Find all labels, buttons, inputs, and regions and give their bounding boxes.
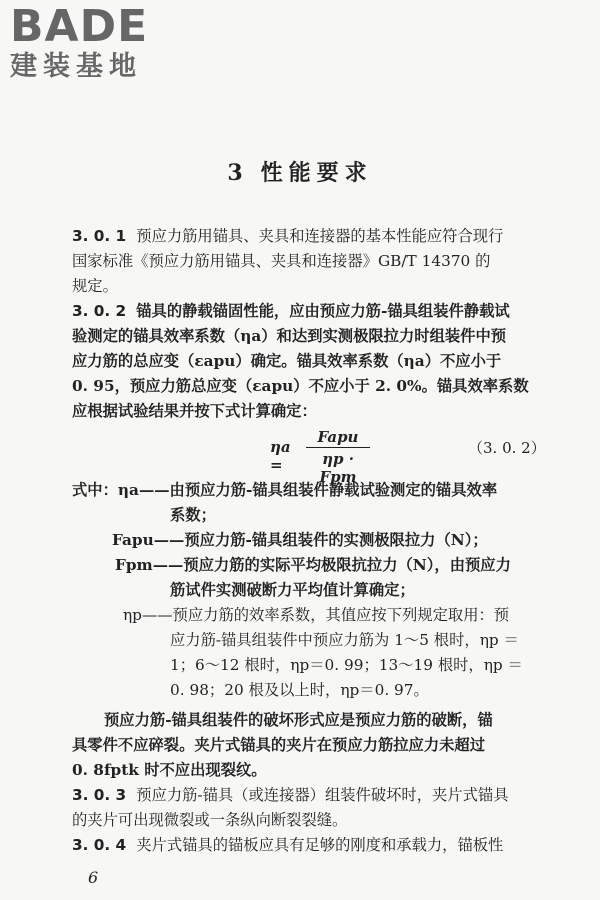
definition-line: Fpm——预应力筋的实际平均极限抗拉力（N），由预应力: [115, 556, 511, 574]
clause-number: 3. 0. 4: [72, 836, 127, 854]
definition-line: 1；6～12 根时，ηp＝0. 99；13～19 根时，ηp ＝: [170, 656, 523, 674]
definition-line: 式中：ηa——由预应力筋-锚具组装件静载试验测定的锚具效率: [72, 481, 498, 499]
text-line: 3. 0. 2 锚具的静载锚固性能，应由预应力筋-锚具组装件静载试: [72, 302, 510, 320]
text-line: 0. 8fptk 时不应出现裂纹。: [72, 761, 267, 779]
formula-denominator: ηp · Fpm: [319, 450, 357, 486]
text-line: 3. 0. 4 夹片式锚具的锚板应具有足够的刚度和承载力，锚板性: [72, 836, 504, 854]
text-line: 具零件不应碎裂。夹片式锚具的夹片在预应力筋拉应力未超过: [72, 736, 486, 754]
logo-subtitle: 建装基地: [10, 51, 142, 82]
chapter-number: 3: [227, 160, 249, 186]
formula-lhs: ηa =: [270, 438, 291, 474]
text-line: 0. 95，预应力筋总应变（εapu）不应小于 2. 0%。锚具效率系数: [72, 377, 529, 395]
definition-line: 应力筋-锚具组装件中预应力筋为 1～5 根时，ηp ＝: [170, 631, 519, 649]
formula-fraction: [306, 428, 370, 486]
chapter-title: 性能要求: [260, 160, 373, 186]
text-line: 应根据试验结果并按下式计算确定：: [72, 402, 317, 420]
text-line: 预应力筋-锚具组装件的破坏形式应是预应力筋的破断，锚: [104, 711, 493, 729]
text-line: 3. 0. 1 预应力筋用锚具、夹具和连接器的基本性能应符合现行: [72, 227, 504, 245]
definition-line: ηp——预应力筋的效率系数，其值应按下列规定取用：预: [123, 606, 510, 624]
text-line: 应力筋的总应变（εapu）确定。锚具效率系数（ηa）不应小于: [72, 352, 502, 370]
definition-line: Fapu——预应力筋-锚具组装件的实测极限拉力（N）；: [112, 531, 488, 549]
formula-tag: （3. 0. 2）: [468, 439, 546, 457]
text-line: 的夹片可出现微裂或一条纵向断裂裂缝。: [72, 811, 348, 829]
clause-number: 3. 0. 2: [72, 302, 127, 320]
page-number: 6: [88, 868, 99, 887]
chapter-heading: [0, 156, 600, 187]
text-line: 验测定的锚具效率系数（ηa）和达到实测极限拉力时组装件中预: [72, 327, 507, 345]
definition-line: 筋试件实测破断力平均值计算确定；: [170, 581, 415, 599]
definition-line: 系数；: [170, 506, 216, 524]
clause-number: 3. 0. 1: [72, 227, 127, 245]
text-line: 规定。: [72, 277, 118, 295]
where-label: 式中：: [72, 481, 118, 499]
publisher-logo: [10, 1, 149, 84]
definition-line: 0. 98；20 根及以上时，ηp＝0. 97。: [170, 681, 429, 699]
text-line: 国家标准《预应力筋用锚具、夹具和连接器》GB/T 14370 的: [72, 252, 491, 270]
clause-number: 3. 0. 3: [72, 786, 127, 804]
formula-numerator: Fapu: [317, 428, 359, 446]
fraction-bar: [306, 447, 370, 448]
text-line: 3. 0. 3 预应力筋-锚具（或连接器）组装件破坏时，夹片式锚具: [72, 786, 509, 804]
logo-wordmark: BADE: [10, 1, 149, 52]
